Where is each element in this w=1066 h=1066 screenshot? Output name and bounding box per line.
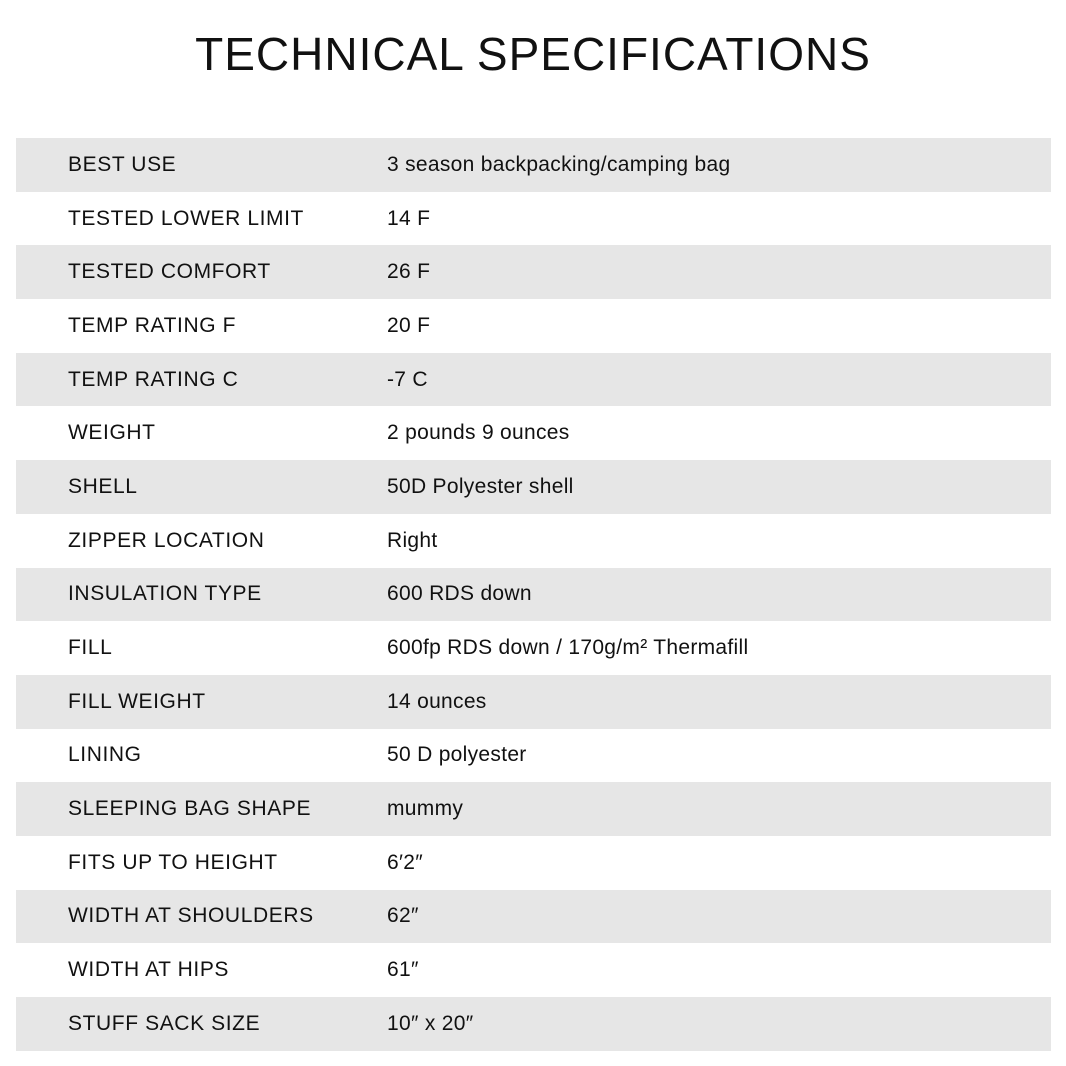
spec-row-sleeping-bag-shape <box>16 782 1051 836</box>
spec-label: TEMP RATING F <box>68 313 237 337</box>
page-title: TECHNICAL SPECIFICATIONS <box>195 28 871 80</box>
spec-row-tested-comfort <box>16 245 1051 299</box>
spec-value: 10″ x 20″ <box>387 1011 474 1035</box>
spec-row-zipper-location <box>16 514 1051 568</box>
spec-label: WEIGHT <box>68 421 156 445</box>
spec-row-weight <box>16 406 1051 460</box>
spec-row-fill <box>16 621 1051 675</box>
spec-row-width-at-shoulders <box>16 890 1051 944</box>
spec-label: FILL WEIGHT <box>68 689 206 713</box>
spec-row-tested-lower-limit <box>16 192 1051 246</box>
spec-row-lining <box>16 729 1051 783</box>
spec-value: mummy <box>387 797 464 821</box>
spec-row-temp-rating-f <box>16 299 1051 353</box>
spec-row-insulation-type <box>16 568 1051 622</box>
spec-value: 3 season backpacking/camping bag <box>387 152 731 176</box>
spec-value: 14 ounces <box>387 689 487 713</box>
spec-value: 20 F <box>387 313 431 337</box>
spec-value: 14 F <box>387 206 431 230</box>
spec-value: 600fp RDS down / 170g/m² Thermafill <box>387 636 749 660</box>
spec-value: 600 RDS down <box>387 582 532 606</box>
spec-row-best-use <box>16 138 1051 192</box>
spec-label: WIDTH AT HIPS <box>68 958 230 982</box>
spec-label: LINING <box>68 743 142 767</box>
spec-value: 26 F <box>387 260 431 284</box>
spec-label: TESTED COMFORT <box>68 260 271 284</box>
spec-row-width-at-hips <box>16 943 1051 997</box>
spec-row-stuff-sack-size <box>16 997 1051 1051</box>
spec-value: -7 C <box>387 367 428 391</box>
spec-label: WIDTH AT SHOULDERS <box>68 904 314 928</box>
spec-row-shell <box>16 460 1051 514</box>
spec-row-temp-rating-c <box>16 353 1051 407</box>
spec-label: SHELL <box>68 474 138 498</box>
spec-label: TESTED LOWER LIMIT <box>68 206 304 230</box>
spec-value: Right <box>387 528 438 552</box>
spec-label: FITS UP TO HEIGHT <box>68 850 278 874</box>
spec-label: SLEEPING BAG SHAPE <box>68 797 312 821</box>
spec-value: 6′2″ <box>387 850 423 874</box>
spec-value: 50 D polyester <box>387 743 527 767</box>
spec-label: STUFF SACK SIZE <box>68 1011 261 1035</box>
spec-label: TEMP RATING C <box>68 367 239 391</box>
spec-row-fill-weight <box>16 675 1051 729</box>
spec-value: 2 pounds 9 ounces <box>387 421 570 445</box>
spec-value: 50D Polyester shell <box>387 474 574 498</box>
spec-label: BEST USE <box>68 152 177 176</box>
spec-row-fits-up-to-height <box>16 836 1051 890</box>
spec-table <box>16 138 1051 1051</box>
spec-value: 61″ <box>387 958 419 982</box>
spec-value: 62″ <box>387 904 419 928</box>
spec-label: FILL <box>68 636 113 660</box>
spec-label: ZIPPER LOCATION <box>68 528 265 552</box>
spec-label: INSULATION TYPE <box>68 582 262 606</box>
